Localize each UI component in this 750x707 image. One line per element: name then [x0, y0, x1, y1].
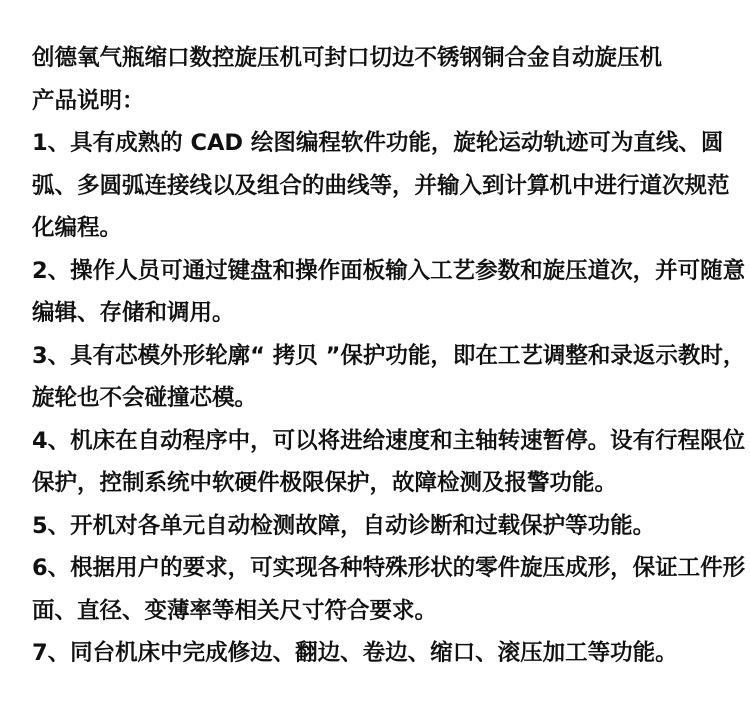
feature-item-6: 6、根据用户的要求，可实现各种特殊形状的零件旋压成形，保证工件形面、直径、变薄率等相关尺寸符合要求。 — [32, 555, 746, 624]
feature-item-5: 5、开机对各单元自动检测故障，自动诊断和过载保护等功能。 — [32, 512, 656, 539]
feature-item-7: 7、同台机床中完成修边、翻边、卷边、缩口、滚压加工等功能。 — [32, 640, 678, 666]
feature-item-1: 1、具有成熟的 CAD 绘图编程软件功能，旋轮运动轨迹可为直线、圆弧、多圆弧连接线以及组合的曲线等，并输入到计算机中进行道次规范化编程。 — [32, 130, 730, 241]
document-title: 创德氧气瓶缩口数控旋压机可封口切边不锈钢铜合金自动旋压机 — [32, 45, 663, 71]
section-heading: 产品说明： — [32, 87, 145, 114]
feature-item-2: 2、操作人员可通过键盘和操作面板输入工艺参数和旋压道次，并可随意编辑、存储和调用。 — [32, 257, 746, 326]
document-body — [32, 37, 746, 675]
feature-item-3: 3、具有芯模外形轮廓“ 拷贝 ”保护功能，即在工艺调整和录返示教时，旋轮也不会碰撞芯模。 — [32, 342, 746, 411]
feature-item-4: 4、机床在自动程序中，可以将进给速度和主轴转速暂停。设有行程限位保护，控制系统中软硬件极限保护，故障检测及报警功能。 — [32, 427, 746, 496]
